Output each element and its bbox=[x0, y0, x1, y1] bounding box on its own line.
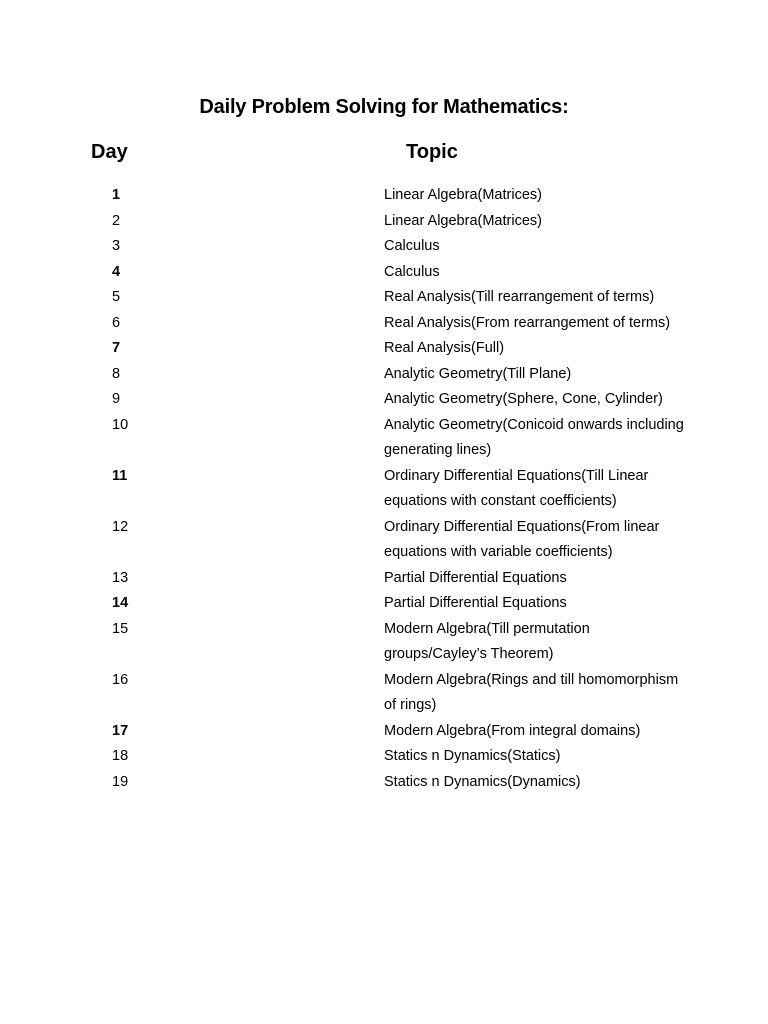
topic-text: Analytic Geometry(Sphere, Cone, Cylinder) bbox=[384, 391, 663, 407]
schedule-row bbox=[0, 566, 768, 592]
day-number: 6 bbox=[112, 314, 121, 331]
schedule-row bbox=[0, 209, 768, 235]
topic-text: Analytic Geometry(Till Plane) bbox=[384, 365, 572, 382]
topic-text: Real Analysis(Till rearrangement of terms) bbox=[384, 289, 655, 305]
topic-text: Real Analysis(From rearrangement of terms) bbox=[384, 314, 671, 331]
schedule-row bbox=[0, 668, 768, 719]
day-number: 19 bbox=[112, 773, 129, 790]
day-number: 15 bbox=[112, 620, 129, 637]
day-number: 4 bbox=[112, 263, 121, 280]
day-number: 1 bbox=[112, 187, 121, 203]
topic-text: Modern Algebra(From integral domains) bbox=[384, 722, 641, 739]
day-number: 10 bbox=[112, 416, 129, 433]
topic-text: Modern Algebra(Rings and till homomorphism of rings) bbox=[384, 671, 679, 713]
day-number: 17 bbox=[112, 722, 129, 739]
day-number: 12 bbox=[112, 518, 129, 535]
day-number: 18 bbox=[112, 748, 129, 764]
schedule-row bbox=[0, 387, 768, 413]
schedule-row bbox=[0, 183, 768, 209]
day-number: 9 bbox=[112, 391, 121, 407]
topic-text: Partial Differential Equations bbox=[384, 569, 567, 586]
topic-text: Modern Algebra(Till permutation groups/Cayley’s Theorem) bbox=[384, 620, 590, 662]
day-number: 13 bbox=[112, 569, 129, 586]
schedule-row bbox=[0, 617, 768, 668]
schedule-row bbox=[0, 234, 768, 260]
schedule-row bbox=[0, 260, 768, 286]
schedule-row bbox=[0, 515, 768, 566]
schedule-list bbox=[0, 183, 768, 795]
schedule-row bbox=[0, 413, 768, 464]
day-column-header: Day bbox=[91, 141, 128, 163]
schedule-row bbox=[0, 591, 768, 617]
topic-text: Ordinary Differential Equations(From linear equations with variable coefficients) bbox=[384, 518, 660, 560]
topic-text: Analytic Geometry(Conicoid onwards including generating lines) bbox=[384, 416, 684, 458]
topic-text: Calculus bbox=[384, 263, 440, 280]
topic-text: Statics n Dynamics(Dynamics) bbox=[384, 773, 581, 790]
day-number: 14 bbox=[112, 595, 129, 611]
day-number: 8 bbox=[112, 365, 121, 382]
schedule-row bbox=[0, 744, 768, 770]
schedule-row bbox=[0, 311, 768, 337]
schedule-row bbox=[0, 362, 768, 388]
topic-text: Linear Algebra(Matrices) bbox=[384, 187, 542, 203]
day-number: 2 bbox=[112, 212, 121, 229]
day-number: 11 bbox=[112, 467, 128, 484]
day-number: 3 bbox=[112, 238, 121, 254]
topic-text: Partial Differential Equations bbox=[384, 595, 567, 611]
day-number: 7 bbox=[112, 340, 121, 356]
day-number: 5 bbox=[112, 289, 121, 305]
schedule-row bbox=[0, 719, 768, 745]
topic-text: Linear Algebra(Matrices) bbox=[384, 212, 542, 229]
topic-text: Calculus bbox=[384, 238, 440, 254]
schedule-row bbox=[0, 770, 768, 796]
topic-text: Real Analysis(Full) bbox=[384, 340, 505, 356]
topic-text: Ordinary Differential Equations(Till Linear equations with constant coefficients) bbox=[384, 467, 649, 509]
page-title: Daily Problem Solving for Mathematics: bbox=[199, 96, 569, 118]
topic-text: Statics n Dynamics(Statics) bbox=[384, 748, 561, 764]
day-number: 16 bbox=[112, 671, 129, 688]
schedule-row bbox=[0, 336, 768, 362]
schedule-row bbox=[0, 464, 768, 515]
schedule-row bbox=[0, 285, 768, 311]
topic-column-header: Topic bbox=[406, 141, 458, 163]
